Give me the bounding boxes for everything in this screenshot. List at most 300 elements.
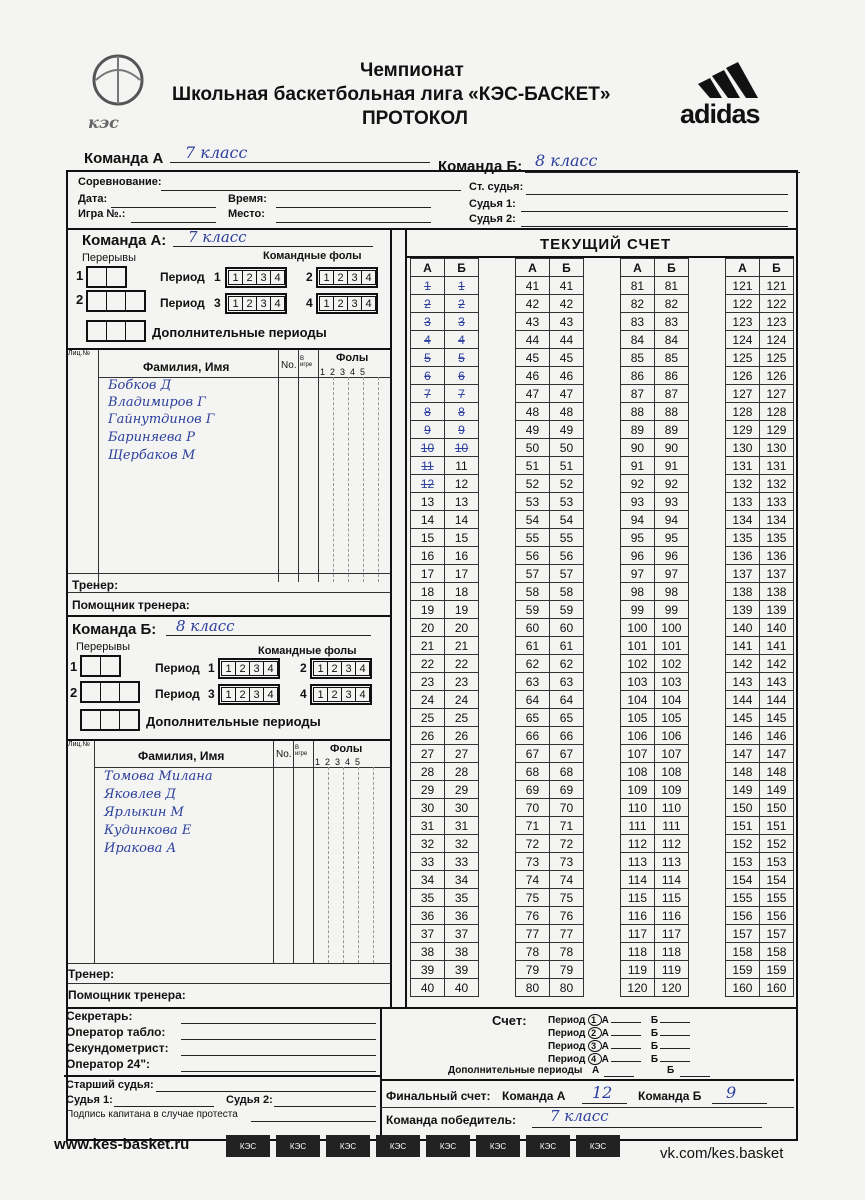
score-cell-a[interactable]: 23: [411, 673, 445, 691]
score-cell-b[interactable]: 130: [759, 439, 793, 457]
score-cell-a[interactable]: 145: [725, 709, 759, 727]
score-cell-b[interactable]: 48: [549, 403, 583, 421]
score-cell-a[interactable]: 75: [515, 889, 549, 907]
score-cell-a[interactable]: 159: [725, 961, 759, 979]
score-cell-a[interactable]: 94: [620, 511, 654, 529]
score-cell-b[interactable]: 2: [445, 295, 479, 313]
score-cell-b[interactable]: 112: [654, 835, 688, 853]
score-cell-a[interactable]: 7: [411, 385, 445, 403]
score-cell-b[interactable]: 108: [654, 763, 688, 781]
score-cell-b[interactable]: 30: [445, 799, 479, 817]
score-cell-a[interactable]: 158: [725, 943, 759, 961]
score-cell-a[interactable]: 131: [725, 457, 759, 475]
score-cell-b[interactable]: 22: [445, 655, 479, 673]
score-cell-a[interactable]: 41: [515, 277, 549, 295]
score-cell-a[interactable]: 112: [620, 835, 654, 853]
score-cell-b[interactable]: 98: [654, 583, 688, 601]
score-cell-a[interactable]: 105: [620, 709, 654, 727]
score-cell-b[interactable]: 144: [759, 691, 793, 709]
score-cell-a[interactable]: 119: [620, 961, 654, 979]
score-cell-a[interactable]: 138: [725, 583, 759, 601]
score-cell-a[interactable]: 133: [725, 493, 759, 511]
score-cell-b[interactable]: 7: [445, 385, 479, 403]
score-cell-a[interactable]: 55: [515, 529, 549, 547]
score-cell-b[interactable]: 107: [654, 745, 688, 763]
score-cell-b[interactable]: 65: [549, 709, 583, 727]
score-cell-a[interactable]: 100: [620, 619, 654, 637]
score-cell-a[interactable]: 28: [411, 763, 445, 781]
score-cell-a[interactable]: 48: [515, 403, 549, 421]
score-cell-a[interactable]: 89: [620, 421, 654, 439]
score-cell-a[interactable]: 144: [725, 691, 759, 709]
score-cell-b[interactable]: 50: [549, 439, 583, 457]
score-cell-b[interactable]: 80: [549, 979, 583, 997]
break-b-box-1[interactable]: [80, 655, 121, 677]
score-cell-b[interactable]: 122: [759, 295, 793, 313]
score-cell-b[interactable]: 27: [445, 745, 479, 763]
score-cell-a[interactable]: 43: [515, 313, 549, 331]
score-cell-b[interactable]: 5: [445, 349, 479, 367]
score-cell-b[interactable]: 145: [759, 709, 793, 727]
score-cell-a[interactable]: 82: [620, 295, 654, 313]
score-cell-b[interactable]: 53: [549, 493, 583, 511]
score-cell-a[interactable]: 51: [515, 457, 549, 475]
score-cell-b[interactable]: 66: [549, 727, 583, 745]
score-cell-b[interactable]: 156: [759, 907, 793, 925]
score-cell-b[interactable]: 74: [549, 871, 583, 889]
score-cell-a[interactable]: 155: [725, 889, 759, 907]
score-cell-b[interactable]: 102: [654, 655, 688, 673]
score-cell-a[interactable]: 35: [411, 889, 445, 907]
score-cell-a[interactable]: 12: [411, 475, 445, 493]
score-cell-b[interactable]: 84: [654, 331, 688, 349]
score-cell-b[interactable]: 127: [759, 385, 793, 403]
score-cell-a[interactable]: 122: [725, 295, 759, 313]
score-cell-a[interactable]: 26: [411, 727, 445, 745]
score-cell-a[interactable]: 113: [620, 853, 654, 871]
score-cell-b[interactable]: 54: [549, 511, 583, 529]
score-cell-b[interactable]: 19: [445, 601, 479, 619]
score-cell-a[interactable]: 135: [725, 529, 759, 547]
score-cell-a[interactable]: 106: [620, 727, 654, 745]
score-cell-b[interactable]: 45: [549, 349, 583, 367]
score-cell-b[interactable]: 69: [549, 781, 583, 799]
score-cell-a[interactable]: 38: [411, 943, 445, 961]
score-cell-a[interactable]: 37: [411, 925, 445, 943]
score-cell-b[interactable]: 111: [654, 817, 688, 835]
score-cell-b[interactable]: 126: [759, 367, 793, 385]
score-cell-a[interactable]: 13: [411, 493, 445, 511]
score-cell-b[interactable]: 120: [654, 979, 688, 997]
extra-periods-b-box[interactable]: [80, 709, 140, 731]
score-cell-b[interactable]: 142: [759, 655, 793, 673]
score-cell-a[interactable]: 96: [620, 547, 654, 565]
score-cell-a[interactable]: 47: [515, 385, 549, 403]
score-cell-b[interactable]: 151: [759, 817, 793, 835]
score-cell-a[interactable]: 61: [515, 637, 549, 655]
score-cell-b[interactable]: 49: [549, 421, 583, 439]
score-cell-b[interactable]: 86: [654, 367, 688, 385]
score-cell-b[interactable]: 58: [549, 583, 583, 601]
score-cell-a[interactable]: 57: [515, 565, 549, 583]
score-cell-a[interactable]: 44: [515, 331, 549, 349]
score-cell-b[interactable]: 70: [549, 799, 583, 817]
score-cell-a[interactable]: 15: [411, 529, 445, 547]
score-cell-a[interactable]: 31: [411, 817, 445, 835]
score-cell-a[interactable]: 29: [411, 781, 445, 799]
score-cell-b[interactable]: 41: [549, 277, 583, 295]
score-cell-a[interactable]: 11: [411, 457, 445, 475]
score-cell-b[interactable]: 136: [759, 547, 793, 565]
score-cell-b[interactable]: 47: [549, 385, 583, 403]
score-cell-b[interactable]: 40: [445, 979, 479, 997]
score-cell-a[interactable]: 140: [725, 619, 759, 637]
score-cell-b[interactable]: 83: [654, 313, 688, 331]
score-cell-a[interactable]: 69: [515, 781, 549, 799]
score-cell-b[interactable]: 115: [654, 889, 688, 907]
score-cell-b[interactable]: 149: [759, 781, 793, 799]
score-cell-a[interactable]: 8: [411, 403, 445, 421]
score-cell-a[interactable]: 127: [725, 385, 759, 403]
score-cell-a[interactable]: 139: [725, 601, 759, 619]
score-cell-a[interactable]: 120: [620, 979, 654, 997]
score-cell-a[interactable]: 58: [515, 583, 549, 601]
score-cell-b[interactable]: 28: [445, 763, 479, 781]
score-cell-b[interactable]: 63: [549, 673, 583, 691]
score-cell-a[interactable]: 34: [411, 871, 445, 889]
score-cell-b[interactable]: 99: [654, 601, 688, 619]
score-cell-a[interactable]: 124: [725, 331, 759, 349]
score-cell-a[interactable]: 153: [725, 853, 759, 871]
score-cell-a[interactable]: 65: [515, 709, 549, 727]
fouls-period-2[interactable]: 1 2 3 4: [316, 267, 378, 288]
score-cell-a[interactable]: 9: [411, 421, 445, 439]
score-cell-b[interactable]: 138: [759, 583, 793, 601]
score-cell-b[interactable]: 17: [445, 565, 479, 583]
score-cell-b[interactable]: 125: [759, 349, 793, 367]
score-cell-b[interactable]: 37: [445, 925, 479, 943]
score-cell-b[interactable]: 90: [654, 439, 688, 457]
score-cell-b[interactable]: 117: [654, 925, 688, 943]
score-cell-b[interactable]: 9: [445, 421, 479, 439]
score-cell-b[interactable]: 113: [654, 853, 688, 871]
score-cell-a[interactable]: 27: [411, 745, 445, 763]
score-cell-b[interactable]: 119: [654, 961, 688, 979]
score-cell-b[interactable]: 147: [759, 745, 793, 763]
score-cell-a[interactable]: 83: [620, 313, 654, 331]
score-cell-a[interactable]: 1: [411, 277, 445, 295]
score-cell-b[interactable]: 10: [445, 439, 479, 457]
score-cell-b[interactable]: 35: [445, 889, 479, 907]
score-cell-a[interactable]: 52: [515, 475, 549, 493]
score-cell-a[interactable]: 78: [515, 943, 549, 961]
score-cell-a[interactable]: 59: [515, 601, 549, 619]
score-cell-a[interactable]: 108: [620, 763, 654, 781]
score-cell-b[interactable]: 129: [759, 421, 793, 439]
score-cell-b[interactable]: 29: [445, 781, 479, 799]
score-cell-b[interactable]: 124: [759, 331, 793, 349]
score-cell-b[interactable]: 15: [445, 529, 479, 547]
score-cell-a[interactable]: 121: [725, 277, 759, 295]
score-cell-a[interactable]: 2: [411, 295, 445, 313]
score-cell-b[interactable]: 16: [445, 547, 479, 565]
score-cell-b[interactable]: 43: [549, 313, 583, 331]
score-cell-a[interactable]: 63: [515, 673, 549, 691]
score-cell-b[interactable]: 42: [549, 295, 583, 313]
score-cell-a[interactable]: 137: [725, 565, 759, 583]
score-cell-b[interactable]: 93: [654, 493, 688, 511]
score-cell-a[interactable]: 81: [620, 277, 654, 295]
score-cell-a[interactable]: 123: [725, 313, 759, 331]
score-cell-b[interactable]: 76: [549, 907, 583, 925]
score-cell-a[interactable]: 90: [620, 439, 654, 457]
score-cell-b[interactable]: 18: [445, 583, 479, 601]
score-cell-b[interactable]: 121: [759, 277, 793, 295]
fouls-period-1[interactable]: 1 2 3 4: [225, 267, 287, 288]
score-cell-a[interactable]: 39: [411, 961, 445, 979]
score-cell-a[interactable]: 14: [411, 511, 445, 529]
score-cell-b[interactable]: 159: [759, 961, 793, 979]
score-cell-b[interactable]: 57: [549, 565, 583, 583]
score-cell-a[interactable]: 101: [620, 637, 654, 655]
score-cell-a[interactable]: 151: [725, 817, 759, 835]
score-cell-a[interactable]: 149: [725, 781, 759, 799]
score-cell-b[interactable]: 148: [759, 763, 793, 781]
score-cell-a[interactable]: 115: [620, 889, 654, 907]
extra-periods-box[interactable]: [86, 320, 146, 342]
score-cell-b[interactable]: 62: [549, 655, 583, 673]
score-cell-b[interactable]: 104: [654, 691, 688, 709]
score-cell-a[interactable]: 91: [620, 457, 654, 475]
score-cell-b[interactable]: 85: [654, 349, 688, 367]
score-cell-a[interactable]: 109: [620, 781, 654, 799]
score-cell-a[interactable]: 18: [411, 583, 445, 601]
score-cell-a[interactable]: 156: [725, 907, 759, 925]
score-cell-b[interactable]: 92: [654, 475, 688, 493]
score-cell-b[interactable]: 24: [445, 691, 479, 709]
score-cell-b[interactable]: 46: [549, 367, 583, 385]
break-box-1[interactable]: [86, 266, 127, 288]
score-cell-b[interactable]: 68: [549, 763, 583, 781]
score-cell-b[interactable]: 139: [759, 601, 793, 619]
score-cell-b[interactable]: 95: [654, 529, 688, 547]
score-cell-a[interactable]: 40: [411, 979, 445, 997]
score-cell-a[interactable]: 60: [515, 619, 549, 637]
score-cell-b[interactable]: 131: [759, 457, 793, 475]
score-cell-a[interactable]: 152: [725, 835, 759, 853]
score-cell-a[interactable]: 92: [620, 475, 654, 493]
score-cell-b[interactable]: 100: [654, 619, 688, 637]
fouls-b-period-1[interactable]: 1 2 3 4: [218, 658, 280, 679]
score-cell-b[interactable]: 154: [759, 871, 793, 889]
break-b-box-2[interactable]: [80, 681, 140, 703]
score-cell-b[interactable]: 52: [549, 475, 583, 493]
score-cell-b[interactable]: 160: [759, 979, 793, 997]
score-cell-a[interactable]: 46: [515, 367, 549, 385]
score-cell-b[interactable]: 34: [445, 871, 479, 889]
score-cell-a[interactable]: 45: [515, 349, 549, 367]
score-cell-a[interactable]: 24: [411, 691, 445, 709]
score-cell-a[interactable]: 148: [725, 763, 759, 781]
score-cell-b[interactable]: 21: [445, 637, 479, 655]
score-cell-a[interactable]: 129: [725, 421, 759, 439]
break-box-2[interactable]: [86, 290, 146, 312]
score-cell-b[interactable]: 118: [654, 943, 688, 961]
score-cell-b[interactable]: 14: [445, 511, 479, 529]
score-cell-a[interactable]: 53: [515, 493, 549, 511]
score-cell-a[interactable]: 146: [725, 727, 759, 745]
score-cell-a[interactable]: 10: [411, 439, 445, 457]
score-cell-b[interactable]: 51: [549, 457, 583, 475]
score-cell-b[interactable]: 33: [445, 853, 479, 871]
score-cell-a[interactable]: 107: [620, 745, 654, 763]
score-cell-b[interactable]: 12: [445, 475, 479, 493]
score-cell-a[interactable]: 54: [515, 511, 549, 529]
fouls-b-period-2[interactable]: 1 2 3 4: [310, 658, 372, 679]
score-cell-a[interactable]: 117: [620, 925, 654, 943]
score-cell-a[interactable]: 6: [411, 367, 445, 385]
score-cell-b[interactable]: 94: [654, 511, 688, 529]
score-cell-a[interactable]: 86: [620, 367, 654, 385]
score-cell-b[interactable]: 132: [759, 475, 793, 493]
score-cell-a[interactable]: 66: [515, 727, 549, 745]
score-cell-a[interactable]: 77: [515, 925, 549, 943]
score-cell-b[interactable]: 59: [549, 601, 583, 619]
score-cell-a[interactable]: 143: [725, 673, 759, 691]
score-cell-b[interactable]: 67: [549, 745, 583, 763]
score-cell-a[interactable]: 17: [411, 565, 445, 583]
score-cell-a[interactable]: 50: [515, 439, 549, 457]
score-cell-b[interactable]: 105: [654, 709, 688, 727]
score-cell-a[interactable]: 72: [515, 835, 549, 853]
score-cell-b[interactable]: 152: [759, 835, 793, 853]
fouls-b-period-3[interactable]: 1 2 3 4: [218, 684, 280, 705]
score-cell-b[interactable]: 81: [654, 277, 688, 295]
score-cell-a[interactable]: 111: [620, 817, 654, 835]
score-cell-a[interactable]: 4: [411, 331, 445, 349]
score-cell-b[interactable]: 44: [549, 331, 583, 349]
score-cell-b[interactable]: 110: [654, 799, 688, 817]
score-cell-a[interactable]: 70: [515, 799, 549, 817]
score-cell-a[interactable]: 157: [725, 925, 759, 943]
score-cell-a[interactable]: 125: [725, 349, 759, 367]
score-cell-a[interactable]: 104: [620, 691, 654, 709]
score-cell-b[interactable]: 135: [759, 529, 793, 547]
score-cell-b[interactable]: 101: [654, 637, 688, 655]
score-cell-b[interactable]: 82: [654, 295, 688, 313]
score-cell-a[interactable]: 93: [620, 493, 654, 511]
score-cell-b[interactable]: 88: [654, 403, 688, 421]
score-cell-b[interactable]: 56: [549, 547, 583, 565]
score-cell-a[interactable]: 141: [725, 637, 759, 655]
score-cell-a[interactable]: 76: [515, 907, 549, 925]
score-cell-b[interactable]: 8: [445, 403, 479, 421]
score-cell-a[interactable]: 102: [620, 655, 654, 673]
score-cell-a[interactable]: 30: [411, 799, 445, 817]
score-cell-b[interactable]: 141: [759, 637, 793, 655]
score-cell-b[interactable]: 25: [445, 709, 479, 727]
score-cell-a[interactable]: 16: [411, 547, 445, 565]
score-cell-b[interactable]: 73: [549, 853, 583, 871]
score-cell-b[interactable]: 20: [445, 619, 479, 637]
score-cell-a[interactable]: 74: [515, 871, 549, 889]
score-cell-b[interactable]: 155: [759, 889, 793, 907]
score-cell-b[interactable]: 123: [759, 313, 793, 331]
score-cell-b[interactable]: 153: [759, 853, 793, 871]
score-cell-a[interactable]: 154: [725, 871, 759, 889]
score-cell-a[interactable]: 118: [620, 943, 654, 961]
score-cell-b[interactable]: 11: [445, 457, 479, 475]
score-cell-b[interactable]: 91: [654, 457, 688, 475]
score-cell-b[interactable]: 109: [654, 781, 688, 799]
score-cell-b[interactable]: 55: [549, 529, 583, 547]
score-cell-a[interactable]: 22: [411, 655, 445, 673]
fouls-period-4[interactable]: 1 2 3 4: [316, 293, 378, 314]
score-cell-b[interactable]: 116: [654, 907, 688, 925]
score-cell-a[interactable]: 3: [411, 313, 445, 331]
score-cell-a[interactable]: 25: [411, 709, 445, 727]
score-cell-a[interactable]: 73: [515, 853, 549, 871]
score-cell-b[interactable]: 64: [549, 691, 583, 709]
score-cell-b[interactable]: 75: [549, 889, 583, 907]
score-cell-b[interactable]: 143: [759, 673, 793, 691]
score-cell-a[interactable]: 147: [725, 745, 759, 763]
score-cell-a[interactable]: 130: [725, 439, 759, 457]
score-cell-b[interactable]: 78: [549, 943, 583, 961]
score-cell-a[interactable]: 114: [620, 871, 654, 889]
score-cell-b[interactable]: 4: [445, 331, 479, 349]
score-cell-b[interactable]: 32: [445, 835, 479, 853]
score-cell-b[interactable]: 150: [759, 799, 793, 817]
score-cell-b[interactable]: 158: [759, 943, 793, 961]
score-cell-a[interactable]: 85: [620, 349, 654, 367]
score-cell-a[interactable]: 36: [411, 907, 445, 925]
score-cell-b[interactable]: 71: [549, 817, 583, 835]
score-cell-a[interactable]: 32: [411, 835, 445, 853]
score-cell-a[interactable]: 87: [620, 385, 654, 403]
score-cell-b[interactable]: 128: [759, 403, 793, 421]
score-cell-a[interactable]: 67: [515, 745, 549, 763]
score-cell-b[interactable]: 36: [445, 907, 479, 925]
score-cell-b[interactable]: 38: [445, 943, 479, 961]
score-cell-a[interactable]: 142: [725, 655, 759, 673]
score-cell-a[interactable]: 134: [725, 511, 759, 529]
score-cell-b[interactable]: 77: [549, 925, 583, 943]
score-cell-a[interactable]: 128: [725, 403, 759, 421]
score-cell-a[interactable]: 64: [515, 691, 549, 709]
score-cell-a[interactable]: 42: [515, 295, 549, 313]
score-cell-b[interactable]: 114: [654, 871, 688, 889]
score-cell-b[interactable]: 137: [759, 565, 793, 583]
score-cell-b[interactable]: 3: [445, 313, 479, 331]
score-cell-b[interactable]: 31: [445, 817, 479, 835]
score-cell-b[interactable]: 23: [445, 673, 479, 691]
score-cell-a[interactable]: 84: [620, 331, 654, 349]
score-cell-b[interactable]: 26: [445, 727, 479, 745]
score-cell-b[interactable]: 134: [759, 511, 793, 529]
score-cell-a[interactable]: 97: [620, 565, 654, 583]
score-cell-a[interactable]: 5: [411, 349, 445, 367]
score-cell-a[interactable]: 19: [411, 601, 445, 619]
score-cell-b[interactable]: 61: [549, 637, 583, 655]
score-cell-b[interactable]: 87: [654, 385, 688, 403]
score-cell-a[interactable]: 62: [515, 655, 549, 673]
score-cell-b[interactable]: 96: [654, 547, 688, 565]
score-cell-b[interactable]: 106: [654, 727, 688, 745]
score-cell-a[interactable]: 20: [411, 619, 445, 637]
score-cell-a[interactable]: 99: [620, 601, 654, 619]
score-cell-a[interactable]: 160: [725, 979, 759, 997]
